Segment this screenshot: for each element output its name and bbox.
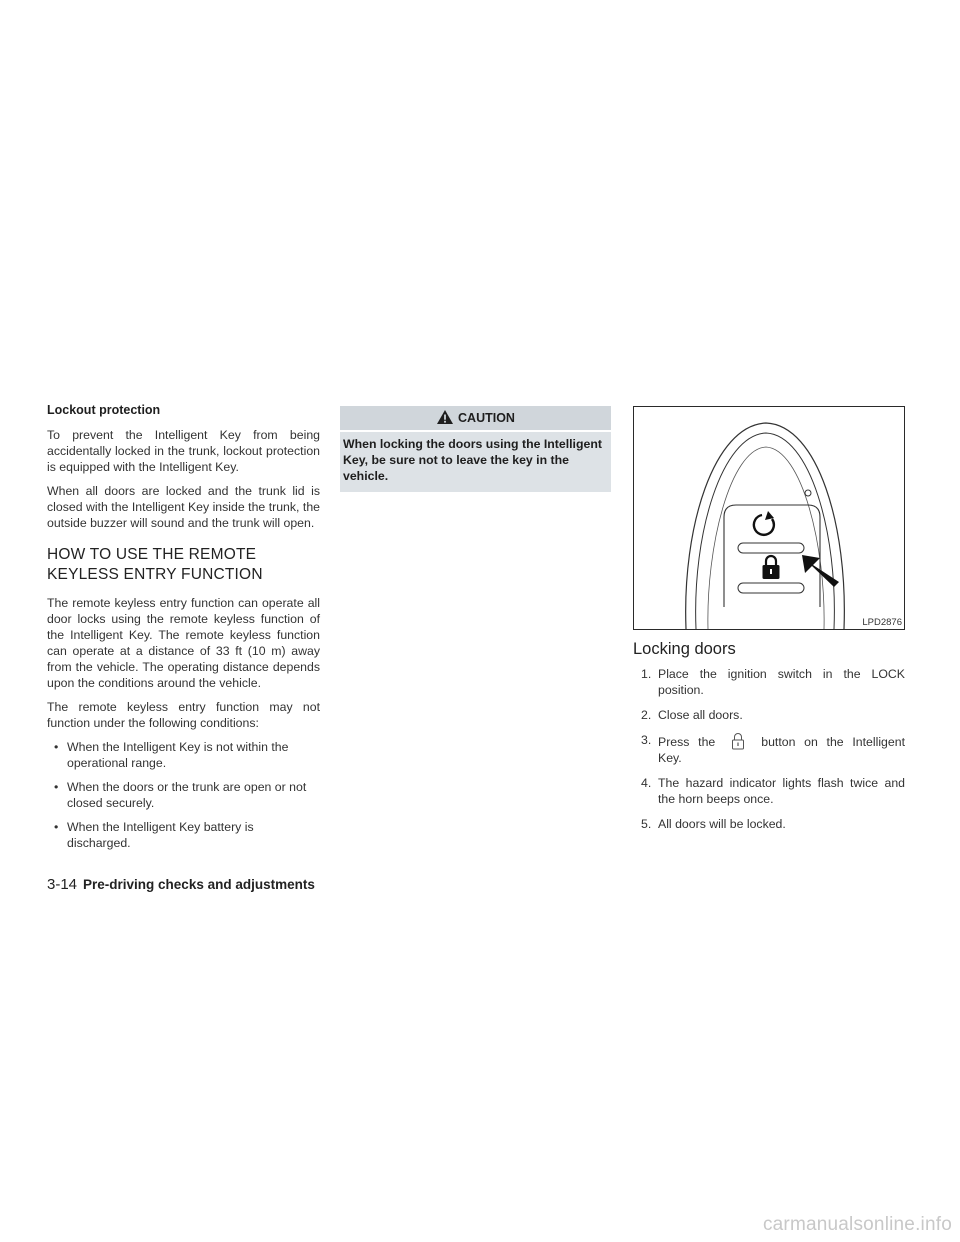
list-item (641, 816, 905, 832)
remote-keyless-heading (47, 545, 320, 585)
list-item: • When the doors or the trunk are open or not closed securely. (54, 780, 307, 810)
watermark: carmanualsonline.info (762, 1214, 952, 1235)
step-text: Close all doors. (658, 708, 743, 722)
caution-text: When locking the doors using the Intelligent Key, be sure not to leave the key in the vehicle. (340, 430, 611, 492)
warning-triangle-icon (436, 409, 454, 428)
page-number: 3-14 (47, 876, 78, 893)
remote-paragraph-1: The remote keyless entry function can operate all door locks using the remote keyless function of the Intelligent Key. The remote keyless function can operate at a distance of 33 ft (10 m) away from the vehicle. The operating distance depends upon the conditions around the vehicle. (47, 596, 320, 690)
remote-keyless-heading-line-1: HOW TO USE THE REMOTE (47, 546, 257, 563)
step-text-after-icon: button on the Intelligent Key. (658, 735, 905, 765)
list-item (641, 666, 905, 698)
step-text: All doors will be locked. (658, 817, 786, 831)
locking-steps-list (641, 666, 905, 832)
lock-icon (715, 732, 761, 750)
lockout-paragraph-2: When all doors are locked and the trunk lid is closed with the Intelligent Key inside the trunk, the outside buzzer will sound and the trunk will open. (47, 484, 320, 530)
remote-keyless-heading-line-2: KEYLESS ENTRY FUNCTION (47, 566, 263, 583)
list-item-text: When the Intelligent Key is not within the operational range. (67, 740, 289, 770)
conditions-list (47, 739, 320, 851)
caution-box (340, 406, 611, 492)
caution-header (340, 406, 611, 430)
figure-label: LPD2876 (862, 617, 902, 628)
step-number: 5. (641, 817, 652, 831)
lockout-protection-heading: Lockout protection (47, 403, 161, 417)
list-item (641, 732, 905, 766)
step-text: Place the ignition switch in the LOCK position. (658, 667, 905, 697)
list-item-text: When the doors or the trunk are open or not closed securely. (67, 780, 307, 810)
step-number: 2. (641, 708, 652, 722)
intelligent-key-illustration (634, 407, 904, 629)
step-number: 1. (641, 667, 652, 681)
chapter-title: Pre-driving checks and adjustments (83, 877, 315, 892)
step-number: 3. (641, 733, 652, 747)
middle-column (340, 406, 611, 492)
step-text: The hazard indicator lights flash twice and the horn beeps once. (658, 776, 905, 806)
list-item: • When the Intelligent Key is not within the operational range. (54, 740, 289, 770)
step-number: 4. (641, 776, 652, 790)
locking-doors-heading: Locking doors (633, 640, 736, 658)
left-column (47, 402, 320, 859)
remote-paragraph-2: The remote keyless entry function may not function under the following conditions: (47, 700, 320, 730)
step-text-before-icon: Press the (658, 735, 716, 749)
list-item (641, 707, 905, 723)
list-item (641, 775, 905, 807)
list-item: • When the Intelligent Key battery is discharged. (54, 820, 254, 850)
intelligent-key-figure (633, 406, 905, 630)
page-footer (47, 876, 315, 893)
list-item-text: When the Intelligent Key battery is discharged. (67, 820, 254, 850)
lockout-paragraph-1: To prevent the Intelligent Key from being accidentally locked in the trunk, lockout protection is equipped with the Intelligent Key. (47, 428, 320, 474)
right-column (633, 406, 905, 841)
caution-heading: CAUTION (458, 411, 515, 425)
